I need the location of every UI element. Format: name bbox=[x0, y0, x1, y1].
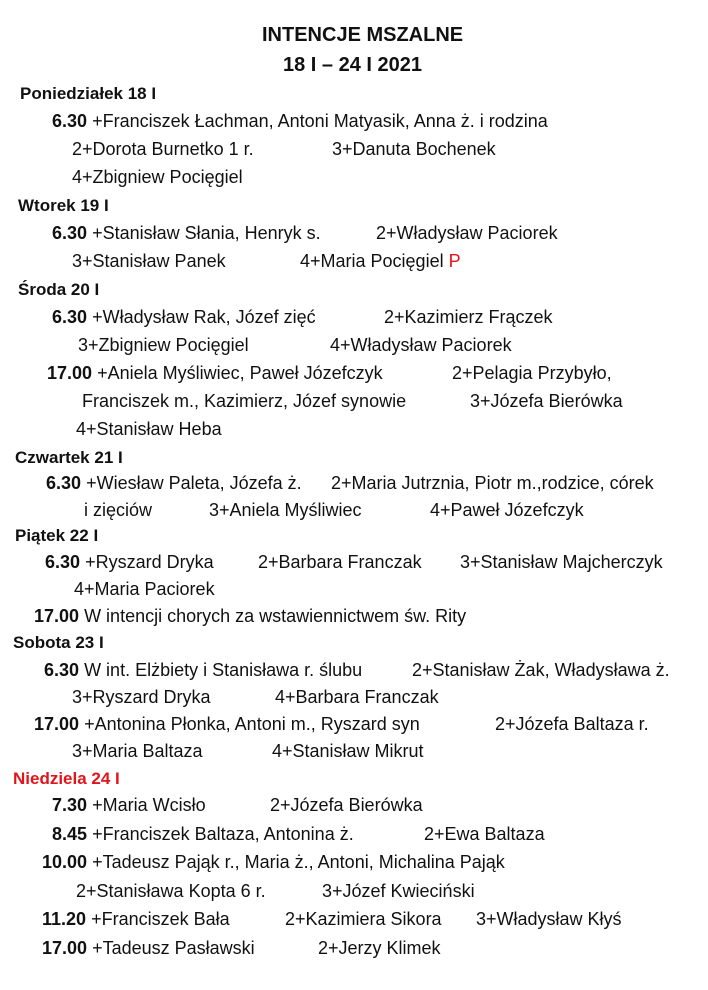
day-heading-friday: Piątek 22 I bbox=[15, 526, 99, 545]
intention-line bbox=[285, 908, 442, 930]
intention-line bbox=[470, 390, 623, 412]
note-mark: P bbox=[448, 251, 461, 271]
intention-text: 2+Jerzy Klimek bbox=[318, 938, 441, 958]
day-heading-tuesday: Wtorek 19 I bbox=[18, 196, 109, 215]
day-heading-thursday: Czwartek 21 I bbox=[15, 448, 123, 467]
mass-time: 6.30 bbox=[46, 473, 82, 493]
intention-text: 2+Kazimiera Sikora bbox=[285, 909, 442, 929]
day-heading-wednesday: Środa 20 I bbox=[18, 280, 100, 299]
intention-text: +Antonina Płonka, Antoni m., Ryszard syn bbox=[84, 714, 420, 734]
intention-text: 2+Józefa Baltaza r. bbox=[495, 714, 649, 734]
intention-line bbox=[332, 138, 496, 160]
intention-text: 2+Barbara Franczak bbox=[258, 552, 422, 572]
intention-line bbox=[72, 166, 243, 188]
page-title: INTENCJE MSZALNE bbox=[262, 24, 464, 46]
intention-text: +Tadeusz Pasławski bbox=[92, 938, 255, 958]
intention-line bbox=[52, 823, 354, 845]
intention-text: 3+Władysław Kłyś bbox=[476, 909, 622, 929]
intention-text: +Aniela Myśliwiec, Paweł Józefczyk bbox=[97, 363, 383, 383]
intention-line bbox=[258, 551, 422, 573]
intention-line bbox=[331, 472, 654, 494]
intention-line bbox=[76, 418, 222, 440]
intention-line bbox=[34, 605, 466, 627]
date-range: 18 I – 24 I 2021 bbox=[283, 54, 423, 76]
intention-text: +Franciszek Bała bbox=[91, 909, 230, 929]
intention-text: 2+Dorota Burnetko 1 r. bbox=[72, 139, 254, 159]
intention-text: W intencji chorych za wstawiennictwem św. Rity bbox=[84, 606, 467, 626]
mass-time: 6.30 bbox=[52, 111, 88, 131]
intention-text: Franciszek m., Kazimierz, Józef synowie bbox=[82, 391, 407, 411]
intention-text: +Ryszard Dryka bbox=[85, 552, 214, 572]
intention-line bbox=[52, 222, 321, 244]
intention-text: 4+Maria Paciorek bbox=[74, 579, 215, 599]
intention-line bbox=[82, 390, 406, 412]
intention-text: +Władysław Rak, Józef zięć bbox=[92, 307, 316, 327]
intention-line bbox=[495, 713, 649, 735]
intention-text: +Franciszek Baltaza, Antonina ż. bbox=[92, 824, 354, 844]
intention-text: 2+Władysław Paciorek bbox=[376, 223, 558, 243]
mass-time: 11.20 bbox=[42, 909, 87, 929]
intention-text: +Tadeusz Pająk r., Maria ż., Antoni, Michalina Pająk bbox=[92, 852, 505, 872]
intention-text: +Stanisław Słania, Henryk s. bbox=[92, 223, 321, 243]
intention-line bbox=[42, 851, 505, 873]
intention-text: 2+Kazimierz Frączek bbox=[384, 307, 553, 327]
mass-time: 8.45 bbox=[52, 824, 88, 844]
intention-text: 3+Stanisław Majcherczyk bbox=[460, 552, 663, 572]
intention-line bbox=[275, 686, 439, 708]
intention-text: +Wiesław Paleta, Józefa ż. bbox=[86, 473, 302, 493]
intention-text: +Franciszek Łachman, Antoni Matyasik, Anna ż. i rodzina bbox=[92, 111, 548, 131]
intention-line bbox=[34, 713, 420, 735]
intention-line bbox=[47, 362, 383, 384]
intention-line bbox=[72, 138, 254, 160]
intention-line bbox=[52, 794, 206, 816]
intention-text: 2+Ewa Baltaza bbox=[424, 824, 545, 844]
mass-time: 17.00 bbox=[34, 606, 80, 626]
intention-text: 3+Danuta Bochenek bbox=[332, 139, 496, 159]
intention-line bbox=[412, 659, 670, 681]
intention-text: 3+Zbigniew Pocięgiel bbox=[78, 335, 249, 355]
intention-line bbox=[44, 659, 362, 681]
intention-line bbox=[330, 334, 512, 356]
intention-text: 3+Maria Baltaza bbox=[72, 741, 203, 761]
intention-line bbox=[72, 740, 203, 762]
intention-line bbox=[460, 551, 663, 573]
intention-line bbox=[76, 880, 266, 902]
intention-text: 2+Maria Jutrznia, Piotr m.,rodzice, córek bbox=[331, 473, 654, 493]
intention-line bbox=[270, 794, 423, 816]
intention-text: 2+Stanisław Żak, Władysława ż. bbox=[412, 660, 670, 680]
intention-text: 4+Maria Pocięgiel bbox=[300, 251, 444, 271]
intention-line bbox=[430, 499, 584, 521]
intention-line bbox=[46, 472, 302, 494]
intention-text: 3+Ryszard Dryka bbox=[72, 687, 211, 707]
intention-line bbox=[72, 686, 211, 708]
intention-text: 2+Stanisława Kopta 6 r. bbox=[76, 881, 266, 901]
intention-text: 4+Paweł Józefczyk bbox=[430, 500, 584, 520]
intention-line bbox=[272, 740, 424, 762]
intention-text: 4+Stanisław Mikrut bbox=[272, 741, 424, 761]
intention-text: 3+Józefa Bierówka bbox=[470, 391, 623, 411]
mass-time: 10.00 bbox=[42, 852, 88, 872]
mass-time: 7.30 bbox=[52, 795, 88, 815]
intention-line bbox=[52, 110, 548, 132]
intention-line bbox=[384, 306, 553, 328]
mass-time: 17.00 bbox=[42, 938, 88, 958]
intention-text: 3+Aniela Myśliwiec bbox=[209, 500, 362, 520]
intention-line bbox=[84, 499, 152, 521]
intention-line bbox=[424, 823, 545, 845]
intention-line bbox=[476, 908, 622, 930]
intention-text: 3+Stanisław Panek bbox=[72, 251, 226, 271]
intention-line bbox=[45, 551, 214, 573]
intention-text: 4+Władysław Paciorek bbox=[330, 335, 512, 355]
mass-time: 6.30 bbox=[44, 660, 80, 680]
day-heading-monday: Poniedziałek 18 I bbox=[20, 84, 157, 103]
intention-text: W int. Elżbiety i Stanisława r. ślubu bbox=[84, 660, 363, 680]
intention-text: 2+Józefa Bierówka bbox=[270, 795, 423, 815]
intention-line bbox=[322, 880, 475, 902]
intention-text: 4+Zbigniew Pocięgiel bbox=[72, 167, 243, 187]
mass-time: 6.30 bbox=[52, 307, 88, 327]
day-heading-saturday: Sobota 23 I bbox=[13, 633, 104, 652]
intention-line bbox=[300, 250, 461, 272]
intention-line bbox=[318, 937, 441, 959]
intention-text: 4+Barbara Franczak bbox=[275, 687, 439, 707]
intention-text: 3+Józef Kwieciński bbox=[322, 881, 475, 901]
intention-line bbox=[42, 908, 230, 930]
mass-time: 6.30 bbox=[52, 223, 88, 243]
intention-line bbox=[74, 578, 215, 600]
mass-time: 17.00 bbox=[34, 714, 80, 734]
intention-line bbox=[52, 306, 316, 328]
intention-line bbox=[376, 222, 558, 244]
intention-line bbox=[78, 334, 249, 356]
intention-line bbox=[452, 362, 612, 384]
intention-text: 4+Stanisław Heba bbox=[76, 419, 222, 439]
intention-line bbox=[72, 250, 226, 272]
intention-text: i zięciów bbox=[84, 500, 153, 520]
intention-text: 2+Pelagia Przybyło, bbox=[452, 363, 612, 383]
intention-line bbox=[209, 499, 362, 521]
mass-time: 17.00 bbox=[47, 363, 93, 383]
intention-line bbox=[42, 937, 255, 959]
mass-time: 6.30 bbox=[45, 552, 81, 572]
intention-text: +Maria Wcisło bbox=[92, 795, 206, 815]
day-heading-sunday: Niedziela 24 I bbox=[13, 769, 120, 788]
